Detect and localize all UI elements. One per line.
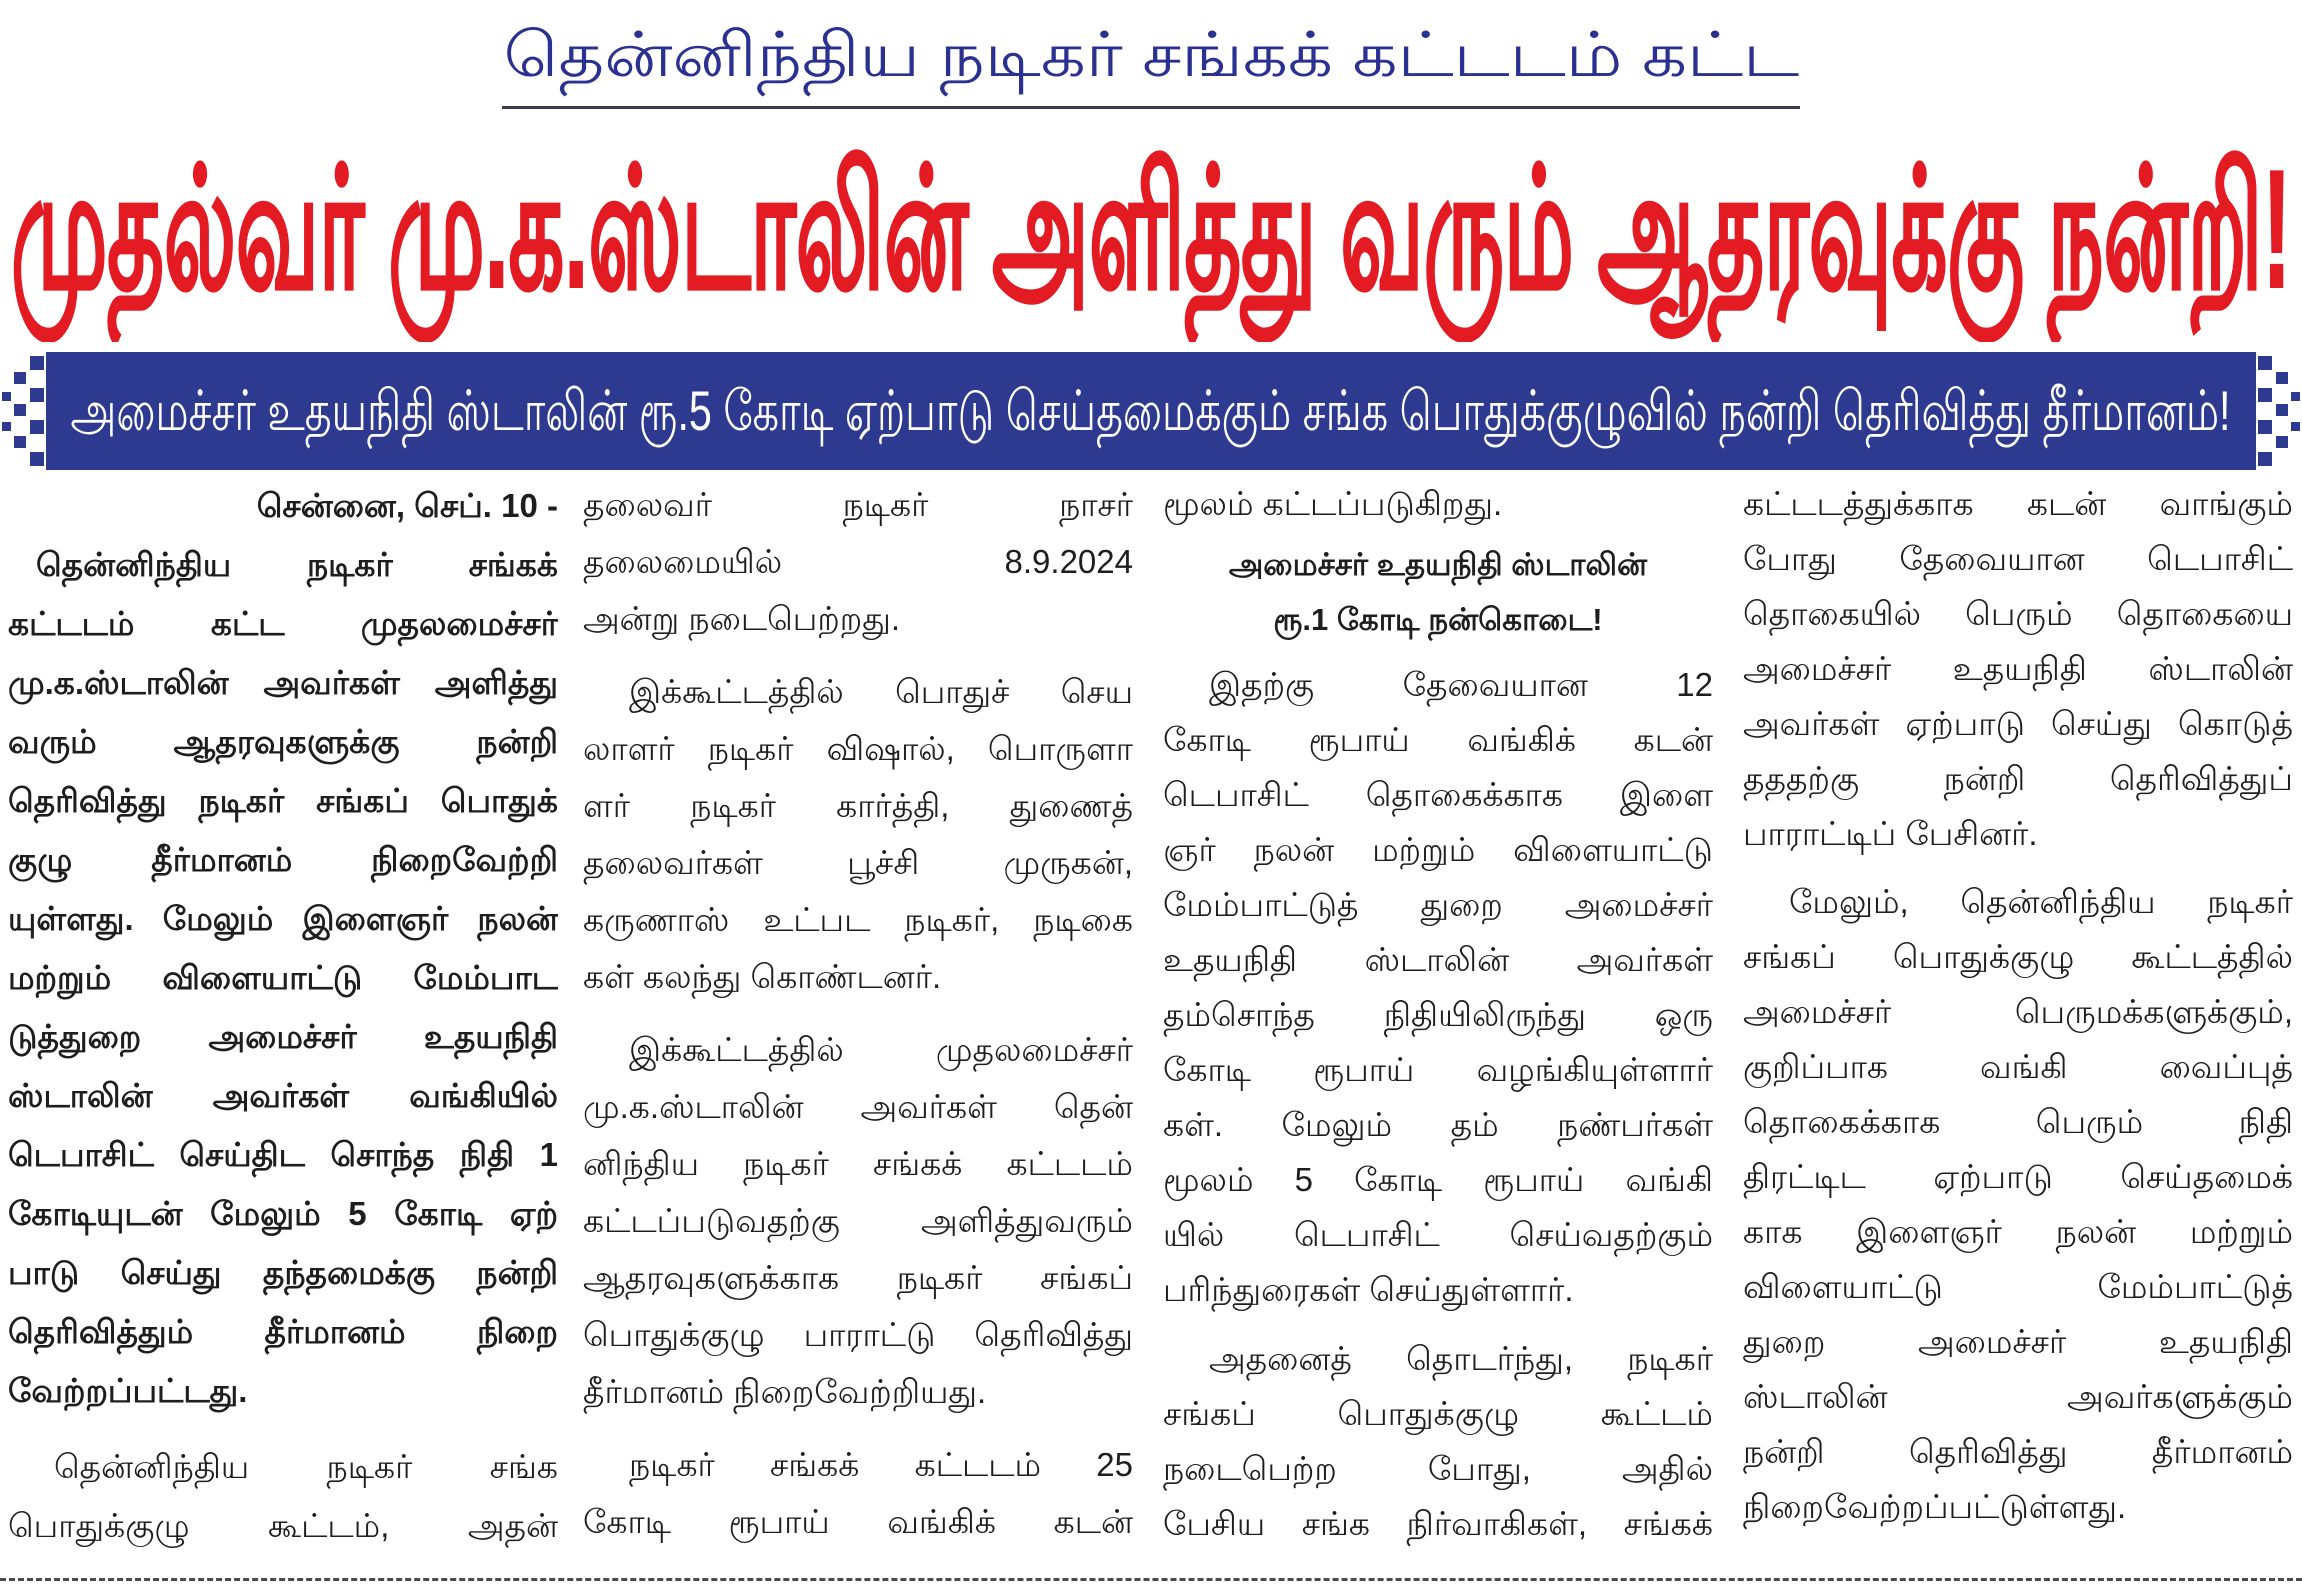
article-line: பொதுக்குழு பாராட்டு தெரிவித்து: [583, 1316, 1133, 1353]
article-line: கட்டடத்துக்காக கடன் வாங்கும்: [1743, 485, 2293, 522]
article-line: கட்டப்படுவதற்கு அளித்துவரும்: [583, 1202, 1133, 1239]
article-line: மற்றும் விளையாட்டு மேம்பாட: [8, 959, 558, 996]
banner-right-ornament: [2258, 356, 2300, 466]
article-line: அவர்கள் ஏற்பாடு செய்து கொடுத்: [1743, 705, 2293, 742]
article-line: கள். மேலும் தம் நண்பர்கள்: [1163, 1106, 1713, 1143]
article-line: இதற்கு தேவையான 12: [1209, 666, 1713, 703]
article-line: தததற்கு நன்றி தெரிவித்துப்: [1743, 760, 2293, 797]
article-line: ஞர் நலன் மற்றும் விளையாட்டு: [1163, 831, 1713, 868]
article-line: தென்னிந்திய நடிகர் சங்கக்: [36, 546, 558, 583]
kicker-underline: [502, 106, 1800, 109]
article-line: ளர் நடிகர் கார்த்தி, துணைத்: [583, 787, 1133, 824]
article-line: நடிகர் சங்கக் கட்டடம் 25: [629, 1446, 1133, 1483]
article-line: அதனைத் தொடர்ந்து, நடிகர்: [1209, 1340, 1713, 1377]
article-line: னிந்திய நடிகர் சங்கக் கட்டடம்: [583, 1145, 1133, 1182]
article-line: பாராட்டிப் பேசினர்.: [1743, 815, 2038, 852]
article-line: துறை அமைச்சர் உதயநிதி: [1743, 1323, 2293, 1360]
article-line: மு.க.ஸ்டாலின் அவர்கள் அளித்து: [8, 664, 558, 701]
article-line: ஸ்டாலின் அவர்களுக்கும்: [1743, 1378, 2293, 1415]
kicker-text: தென்னிந்திய நடிகர் சங்கக் கட்டடம் கட்ட: [503, 21, 1799, 90]
article-line: குறிப்பாக வங்கி வைப்புத்: [1743, 1048, 2293, 1085]
article-line: போது தேவையான டெபாசிட்: [1743, 540, 2293, 577]
article-line: ஆதரவுகளுக்காக நடிகர் சங்கப்: [583, 1259, 1133, 1296]
article-column-4: [1743, 476, 2293, 1534]
subheadline-banner: [0, 352, 2302, 470]
article-line: காக இளைஞர் நலன் மற்றும்: [1743, 1213, 2293, 1250]
article-line: சங்கப் பொதுக்குழு கூட்டத்தில்: [1743, 938, 2293, 975]
subheading-line: அமைச்சர் உதயநிதி ஸ்டாலின்: [1228, 547, 1648, 582]
article-line: அன்று நடைபெற்றது.: [583, 600, 901, 637]
article-line: குழு தீர்மானம் நிறைவேற்றி: [8, 841, 558, 878]
article-line: அமைச்சர் பெருமக்களுக்கும்,: [1743, 993, 2293, 1030]
article-line: பொதுக்குழு கூட்டம், அதன்: [8, 1507, 558, 1544]
article-line: மூலம் 5 கோடி ரூபாய் வங்கி: [1163, 1161, 1713, 1198]
article-line: கோடி ரூபாய் வழங்கியுள்ளார்: [1163, 1051, 1713, 1088]
article-line: தீர்மானம் நிறைவேற்றியது.: [583, 1373, 987, 1410]
article-line: கள் கலந்து கொண்டனர்.: [583, 958, 942, 995]
article-line: வேற்றப்பட்டது.: [8, 1372, 248, 1409]
article-line: சங்கப் பொதுக்குழு கூட்டம்: [1163, 1395, 1713, 1432]
article-line: இக்கூட்டத்தில் முதலமைச்சர்: [629, 1031, 1133, 1068]
kicker-heading: [440, 8, 1862, 104]
article-line: கோடியுடன் மேலும் 5 கோடி ஏற்: [8, 1195, 558, 1232]
article-line: தொகைக்காக பெரும் நிதி: [1743, 1103, 2293, 1140]
article-line: மேம்பாட்டுத் துறை அமைச்சர்: [1163, 886, 1713, 923]
article-line: நன்றி தெரிவித்து தீர்மானம்: [1743, 1433, 2293, 1470]
bottom-dashed-rule: [0, 1578, 2302, 1581]
article-line: தலைமையில் 8.9.2024: [583, 543, 1133, 580]
article-column-1: [8, 476, 558, 1555]
article-column-2: [583, 476, 1133, 1550]
subheading-line: ரூ.1 கோடி நன்கொடை!: [1273, 602, 1603, 637]
article-line: தெரிவித்தும் தீர்மானம் நிறை: [8, 1313, 558, 1350]
article-line: மூலம் கட்டப்படுகிறது.: [1163, 485, 1503, 522]
banner-text: அமைச்சர் உதயநிதி ஸ்டாலின் ரூ.5 கோடி ஏற்பாடு செய்தமைக்கும் சங்க பொதுக்குழுவில் நன்றி தெரிவித்து தீர்மானம்!: [70, 379, 2232, 442]
article-line: விளையாட்டு மேம்பாட்டுத்: [1743, 1268, 2293, 1305]
article-line: கோடி ரூபாய் வங்கிக் கடன்: [583, 1503, 1133, 1540]
article-line: மேலும், தென்னிந்திய நடிகர்: [1789, 883, 2293, 920]
article-line: லாளர் நடிகர் விஷால், பொருளா: [583, 730, 1133, 767]
article-line: கோடி ரூபாய் வங்கிக் கடன்: [1163, 721, 1713, 758]
article-line: தலைவர்கள் பூச்சி முருகன்,: [583, 844, 1133, 881]
article-line: தலைவர் நடிகர் நாசர்: [583, 486, 1133, 523]
article-line: அமைச்சர் உதயநிதி ஸ்டாலின்: [1743, 650, 2293, 687]
article-line: டெபாசிட் தொகைக்காக இளை: [1163, 776, 1713, 813]
article-line: பாடு செய்து தந்தமைக்கு நன்றி: [8, 1254, 558, 1291]
article-line: வரும் ஆதரவுகளுக்கு நன்றி: [8, 723, 558, 760]
headline-text: முதல்வர் மு.க.ஸ்டாலின் அளித்து வரும் ஆதரவுக்கு நன்றி!: [10, 135, 2292, 323]
headline: [0, 116, 2302, 342]
article-line: கட்டடம் கட்ட முதலமைச்சர்: [8, 605, 558, 642]
article-line: டெபாசிட் செய்திட சொந்த நிதி 1: [8, 1136, 558, 1173]
article-line: பேசிய சங்க நிர்வாகிகள், சங்கக்: [1163, 1505, 1713, 1542]
article-line: யில் டெபாசிட் செய்வதற்கும்: [1163, 1216, 1713, 1253]
banner-text-wrap: [60, 352, 2242, 470]
article-line: தொகையில் பெரும் தொகையை: [1743, 595, 2293, 632]
article-line: ஸ்டாலின் அவர்கள் வங்கியில்: [8, 1077, 558, 1114]
dateline: சென்னை, செப். 10 -: [256, 487, 558, 524]
banner-left-ornament: [2, 356, 44, 466]
article-line: நிறைவேற்றப்பட்டுள்ளது.: [1743, 1488, 2127, 1525]
article-line: தென்னிந்திய நடிகர் சங்க: [54, 1448, 558, 1485]
article-line: கருணாஸ் உட்பட நடிகர், நடிகை: [583, 901, 1133, 938]
article-line: இக்கூட்டத்தில் பொதுச் செய: [629, 673, 1133, 710]
article-line: பரிந்துரைகள் செய்துள்ளார்.: [1163, 1271, 1574, 1308]
article-line: யுள்ளது. மேலும் இளைஞர் நலன்: [8, 900, 558, 937]
article-line: தம்சொந்த நிதியிலிருந்து ஒரு: [1163, 996, 1713, 1033]
article-line: உதயநிதி ஸ்டாலின் அவர்கள்: [1163, 941, 1713, 978]
article-line: திரட்டிட ஏற்பாடு செய்தமைக்: [1743, 1158, 2293, 1195]
article-line: தெரிவித்து நடிகர் சங்கப் பொதுக்: [8, 782, 558, 819]
article-line: மு.க.ஸ்டாலின் அவர்கள் தென்: [583, 1088, 1133, 1125]
article-line: நடைபெற்ற போது, அதில்: [1163, 1450, 1713, 1487]
article-line: டுத்துறை அமைச்சர் உதயநிதி: [8, 1018, 558, 1055]
article-column-3: [1163, 476, 1713, 1551]
